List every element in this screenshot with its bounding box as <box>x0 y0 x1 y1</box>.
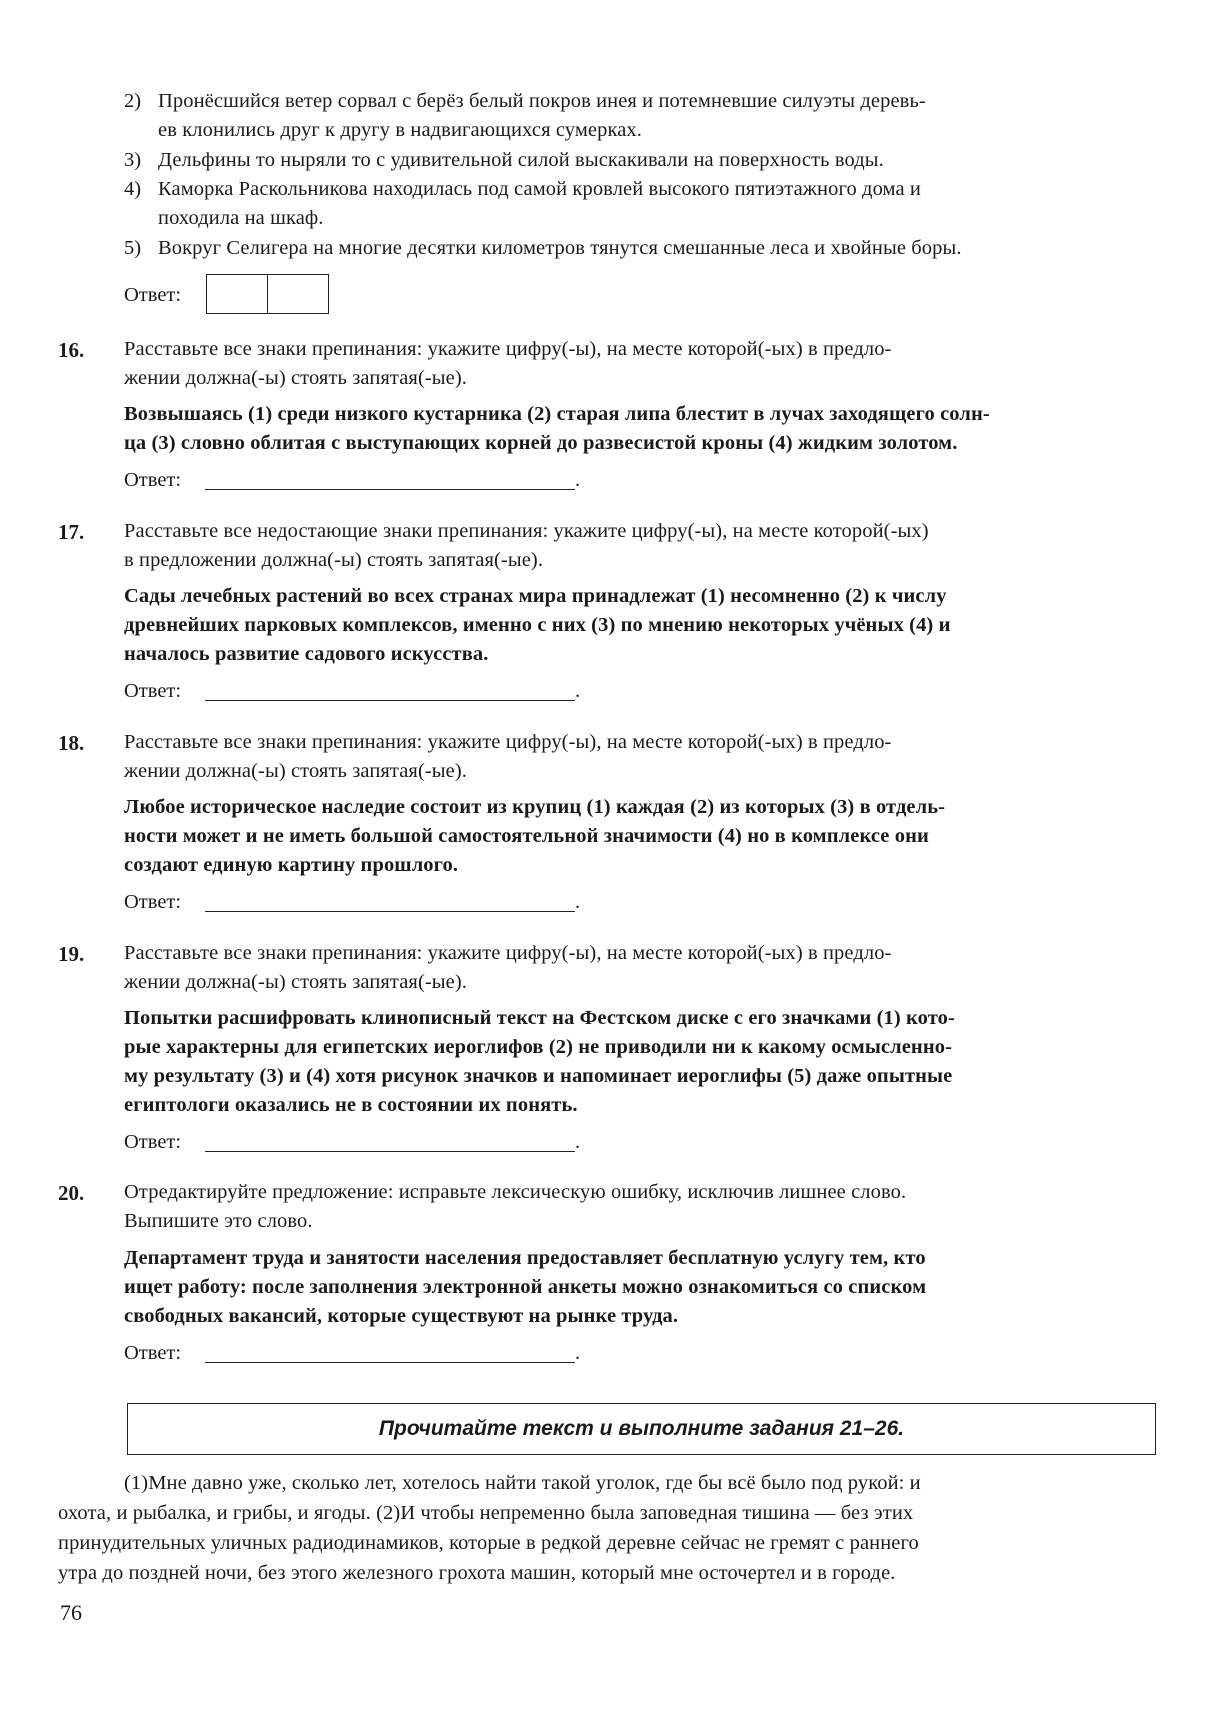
page-number: 76 <box>60 1600 82 1625</box>
answer-label: Ответ: <box>124 891 182 913</box>
option-text: походила на шкаф. <box>158 207 324 229</box>
option-text: Вокруг Селигера на многие десятки километров тянутся смешанные леса и хвойные боры. <box>158 237 962 259</box>
answer-label: Ответ: <box>124 1342 182 1364</box>
task-text: Возвышаясь (1) среди низкого кустарника (2) старая липа блестит в лучах заходящего солн- <box>124 403 990 425</box>
task-instruction: Отредактируйте предложение: исправьте лексическую ошибку, исключив лишнее слово. <box>124 1181 907 1203</box>
reading-line: утра до поздней ночи, без этого железного грохота машин, который мне осточертел и в городе. <box>58 1562 896 1584</box>
answer-label: Ответ: <box>124 680 182 702</box>
task-instruction: Выпишите это слово. <box>124 1210 313 1232</box>
task-text: му результату (3) и (4) хотя рисунок значков и напоминает иероглифы (5) даже опытные <box>124 1065 953 1087</box>
task-text: Сады лечебных растений во всех странах мира принадлежат (1) несомненно (2) к числу <box>124 585 947 607</box>
task-text: создают единую картину прошлого. <box>124 854 459 876</box>
task-instruction: Расставьте все знаки препинания: укажите цифру(-ы), на месте которой(-ых) в предло- <box>124 731 892 753</box>
task-instruction: жении должна(-ы) стоять запятая(-ые). <box>124 971 468 993</box>
answer-dot: . <box>575 680 581 702</box>
task-instruction: жении должна(-ы) стоять запятая(-ые). <box>124 760 468 782</box>
answer-cell[interactable] <box>207 275 267 313</box>
task-number: 20. <box>58 1181 85 1205</box>
banner-text: Прочитайте текст и выполните задания 21–26. <box>378 1417 905 1440</box>
task-text: ищет работу: после заполнения электронной анкеты можно ознакомиться со списком <box>124 1276 927 1298</box>
answer-label: Ответ: <box>124 1131 182 1153</box>
answer-dot: . <box>575 891 581 913</box>
answer-cell[interactable] <box>267 275 328 313</box>
answer-field[interactable] <box>205 1131 575 1152</box>
task-instruction: в предложении должна(-ы) стоять запятая(-ые). <box>124 549 544 571</box>
task-instruction: жении должна(-ы) стоять запятая(-ые). <box>124 367 468 389</box>
option-text: Дельфины то ныряли то с удивительной силой выскакивали на поверхность воды. <box>158 149 884 171</box>
task-number: 16. <box>58 338 85 362</box>
task-text: ца (3) словно облитая с выступающих корней до развесистой кроны (4) жидким золотом. <box>124 432 958 454</box>
answer-field[interactable] <box>205 1342 575 1363</box>
task-number: 18. <box>58 731 85 755</box>
task-number: 19. <box>58 942 85 966</box>
reading-banner <box>127 1403 1156 1455</box>
answer-field[interactable] <box>205 891 575 912</box>
option-number: 2) <box>124 90 142 112</box>
task-instruction: Расставьте все недостающие знаки препинания: укажите цифру(-ы), на месте которой(-ых) <box>124 520 929 542</box>
task-number: 17. <box>58 520 85 544</box>
answer-field[interactable] <box>205 469 575 490</box>
task-text: свободных вакансий, которые существуют на рынке труда. <box>124 1305 679 1327</box>
task-text: Любое историческое наследие состоит из крупиц (1) каждая (2) из которых (3) в отдель- <box>124 796 946 818</box>
option-number: 4) <box>124 178 142 200</box>
option-text: Каморка Раскольникова находилась под самой кровлей высокого пятиэтажного дома и <box>158 178 921 200</box>
task-text: рые характерны для египетских иероглифов (2) не приводили ни к какому осмысленно- <box>124 1036 953 1058</box>
task-text: древнейших парковых комплексов, именно с них (3) по мнению некоторых учёных (4) и <box>124 614 951 636</box>
task-text: египтологи оказались не в состоянии их понять. <box>124 1094 578 1116</box>
option-text: Пронёсшийся ветер сорвал с берёз белый покров инея и потемневшие силуэты деревь- <box>158 90 926 112</box>
option-number: 5) <box>124 237 142 259</box>
answer-dot: . <box>575 1342 581 1364</box>
answer-cells[interactable] <box>206 274 329 314</box>
answer-dot: . <box>575 1131 581 1153</box>
reading-line: принудительных уличных радиодинамиков, которые в редкой деревне сейчас не гремят с раннего <box>58 1532 919 1554</box>
task-text: ности может и не иметь большой самостоятельной значимости (4) но в комплексе они <box>124 825 929 847</box>
answer-field[interactable] <box>205 680 575 701</box>
answer-label: Ответ: <box>124 469 182 491</box>
option-number: 3) <box>124 149 142 171</box>
answer-label: Ответ: <box>124 284 182 306</box>
task-text: Попытки расшифровать клинописный текст на Фестском диске с его значками (1) кото- <box>124 1007 955 1029</box>
option-text: ев клонились друг к другу в надвигающихся сумерках. <box>158 119 642 141</box>
task-text: началось развитие садового искусства. <box>124 643 489 665</box>
reading-line: охота, и рыбалка, и грибы, и ягоды. (2)И чтобы непременно была заповедная тишина — без этих <box>58 1502 914 1524</box>
task-instruction: Расставьте все знаки препинания: укажите цифру(-ы), на месте которой(-ых) в предло- <box>124 942 892 964</box>
task-text: Департамент труда и занятости населения предоставляет бесплатную услугу тем, кто <box>124 1247 926 1269</box>
answer-dot: . <box>575 469 581 491</box>
reading-line: (1)Мне давно уже, сколько лет, хотелось найти такой уголок, где бы всё было под рукой: и <box>124 1472 921 1494</box>
task-instruction: Расставьте все знаки препинания: укажите цифру(-ы), на месте которой(-ых) в предло- <box>124 338 892 360</box>
